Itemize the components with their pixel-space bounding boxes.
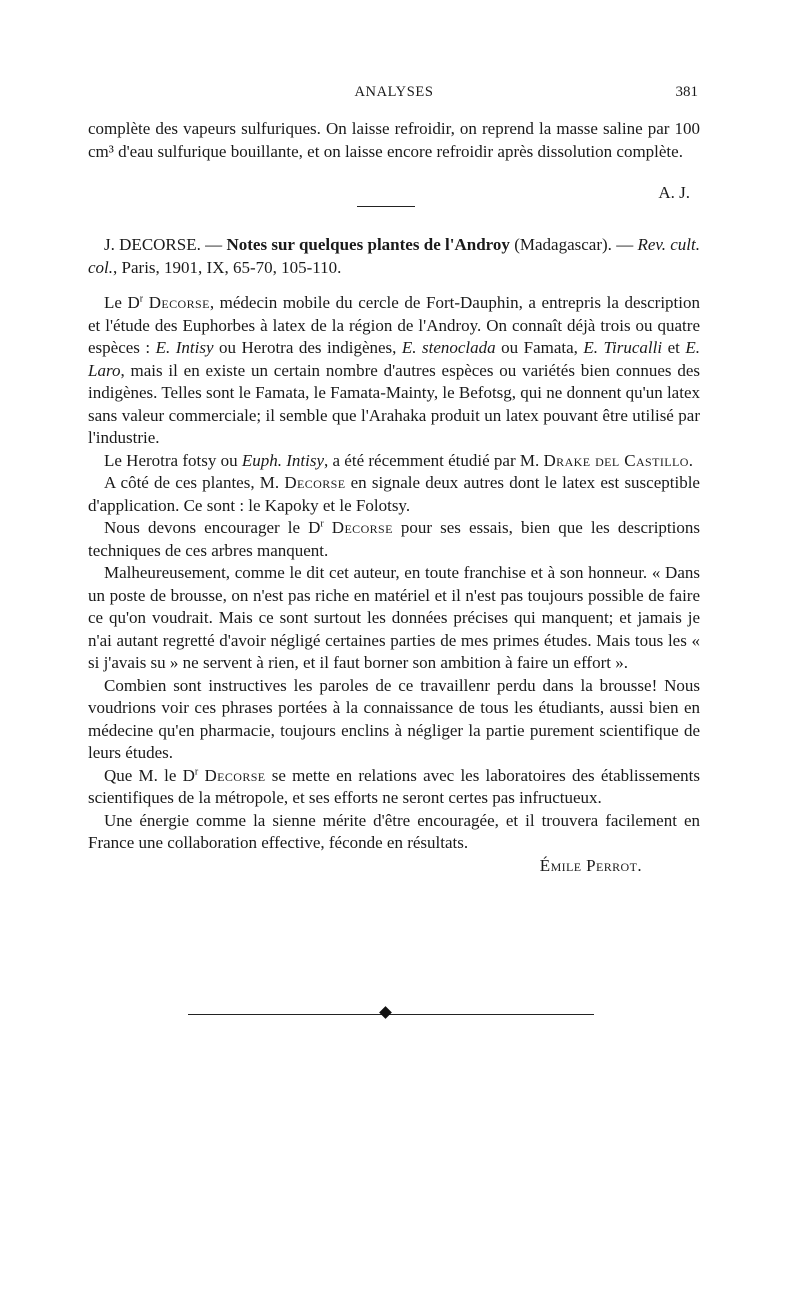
person-name: Decorse [331,518,393,537]
author-signature: Émile Perrot. [539,855,642,875]
superscript: r [139,293,144,305]
species-name: E. stenoclada [401,338,496,357]
text-run: A côté de ces plantes, M. [104,473,285,492]
text-run: en signale deux autres dont le latex est susceptible d'application. Ce sont : le Kapoky et le Folotsy. [88,473,700,515]
paragraph-5: Malheureusement, comme le dit cet auteur, en toute franchise et à son honneur. « Dans un poste de brousse, on n'est pas riche en matériel et il n'est pas toujours possible de faire ce qu'on voudrait. Mais ce sont surtout les données précises qui manquent; et jamais je n'ai autant regretté d'avoir négligé certaines parties de mes primes études. Mais tous les « si j'avais su » ne servent à rien, et il faut borner son ambition à faire un effort ». [88,563,700,672]
text-run: , mais il en existe un certain nombre d'autres espèces ou variétés bien connues des indigènes. Telles sont le Famata, le Famata-Mainty, le Befotsg, qui ne donnent qu'un latex sans valeur commerciale; il semble que l'Arahaka produit un latex pouvant être utilisé par l'industrie. [88,360,700,447]
article-citation [88,234,700,279]
page-number: 381 [675,84,698,100]
species-name: E. Tirucalli [583,338,663,357]
article-location: (Madagascar). — [509,235,638,254]
article-body [88,292,700,877]
person-name: Drake del Castillo [543,450,689,470]
article-title: Notes sur quelques plantes de l'Androy [226,235,510,254]
paragraph-7 [88,765,700,810]
text-run: , a été récemment étudié par M. [324,450,544,470]
end-rule [188,1014,594,1015]
paragraph-8: Une énergie comme la sienne mérite d'être encouragée, et il trouvera facilement en France une collaboration effective, féconde en résultats. [88,810,700,852]
diamond-ornament-icon [379,1006,392,1019]
text-run: pour ses essais, bien que les descriptions techniques de ces arbres manquent. [88,518,700,560]
running-head: ANALYSES [354,84,434,100]
paragraph-4 [88,517,700,562]
citation-dash: — [200,235,227,254]
signature-initials: A. J. [658,183,690,202]
paragraph-1 [88,292,700,450]
text-run: Le D [104,293,140,312]
paragraph-3 [88,472,700,517]
person-name: Decorse [204,765,266,785]
text-run: Le Herotra fotsy ou [104,450,242,470]
text-run: ou Famata, [495,338,584,357]
text-run: se mette en relations avec les laboratoires des établissements scientifiques de la métropole, et ses efforts ne seront certes pas infructueux. [88,765,701,807]
superscript: r [320,518,324,530]
previous-article-paragraph: complète des vapeurs sulfuriques. On laisse refroidir, on reprend la masse saline par 100 cm³ d'eau sulfurique bouillante, et on laisse encore refroidir après dissolution complète. [88,119,700,161]
person-name: Decorse [284,473,346,492]
page-header [88,84,700,108]
species-name: E. Laro [88,338,700,380]
text-run: ou Herotra des indigènes, [213,338,402,357]
species-name: Euph. Intisy [241,450,324,470]
paragraph-6: Combien sont instructives les paroles de ce travaillenr perdu dans la brousse! Nous voudrions voir ces phrases portées à la connaissance de tous les étudiants, aussi bien en médecine qu'en pharmacie, toujours enclins à négliger la partie purement scientifique de leurs études. [88,675,700,762]
article-signature [88,855,700,878]
superscript: r [194,765,199,777]
species-name: E. Intisy [155,338,214,357]
text-run: , médecin mobile du cercle de Fort-Dauphin, a entrepris la description et l'étude des Euphorbes à latex de la région de l'Androy. On connaît déjà trois ou quatre espèces : [88,293,700,357]
text-run: . [688,450,694,470]
citation-details: , Paris, 1901, IX, 65-70, 105-110. [113,257,342,277]
previous-article-signature [88,182,700,205]
previous-article-text [88,118,700,163]
section-separator [357,206,415,207]
text-run: Nous devons encourager le D [104,518,321,537]
paragraph-2 [88,450,700,473]
text-run: et [662,338,686,357]
text-run: Que M. le D [104,765,195,785]
journal-name: Rev. cult. col. [88,235,700,277]
article-author: J. DECORSE. [104,235,201,254]
person-name: Decorse [148,293,210,312]
